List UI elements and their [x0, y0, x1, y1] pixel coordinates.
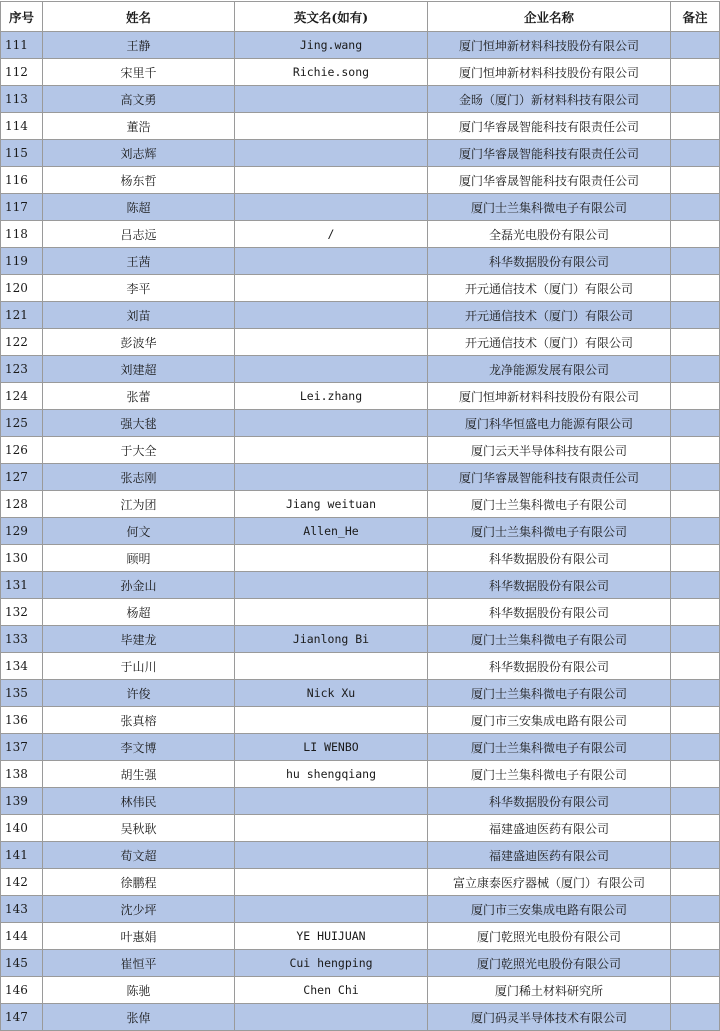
english-name-cell: LI WENBO — [235, 734, 428, 761]
note-cell — [671, 491, 720, 518]
company-cell: 科华数据股份有限公司 — [428, 599, 671, 626]
note-cell — [671, 59, 720, 86]
row-number-cell: 113 — [1, 86, 43, 113]
row-number-cell: 115 — [1, 140, 43, 167]
table-row — [1, 383, 720, 410]
company-cell: 厦门华睿晟智能科技有限责任公司 — [428, 140, 671, 167]
english-name-cell — [235, 275, 428, 302]
company-cell: 厦门华睿晟智能科技有限责任公司 — [428, 113, 671, 140]
name-cell: 李平 — [43, 275, 235, 302]
note-cell — [671, 1004, 720, 1031]
english-name-cell — [235, 896, 428, 923]
name-cell: 吕志远 — [43, 221, 235, 248]
row-number-cell: 133 — [1, 626, 43, 653]
table-row — [1, 437, 720, 464]
row-number-cell: 145 — [1, 950, 43, 977]
company-cell: 厦门恒坤新材料科技股份有限公司 — [428, 32, 671, 59]
name-cell: 宋里千 — [43, 59, 235, 86]
company-cell: 科华数据股份有限公司 — [428, 572, 671, 599]
note-cell — [671, 221, 720, 248]
company-cell: 厦门市三安集成电路有限公司 — [428, 896, 671, 923]
table-row — [1, 734, 720, 761]
name-cell: 何文 — [43, 518, 235, 545]
row-number-cell: 120 — [1, 275, 43, 302]
name-cell: 刘建超 — [43, 356, 235, 383]
english-name-cell — [235, 707, 428, 734]
company-cell: 厦门科华恒盛电力能源有限公司 — [428, 410, 671, 437]
note-cell — [671, 194, 720, 221]
company-cell: 厦门码灵半导体技术有限公司 — [428, 1004, 671, 1031]
english-name-cell: Jing.wang — [235, 32, 428, 59]
english-name-cell — [235, 869, 428, 896]
english-name-cell — [235, 653, 428, 680]
company-cell: 福建盛迪医药有限公司 — [428, 842, 671, 869]
english-name-cell: Richie.song — [235, 59, 428, 86]
note-cell — [671, 896, 720, 923]
name-cell: 崔恒平 — [43, 950, 235, 977]
name-cell: 杨东哲 — [43, 167, 235, 194]
table-row — [1, 59, 720, 86]
note-cell — [671, 950, 720, 977]
row-number-cell: 118 — [1, 221, 43, 248]
table-row — [1, 113, 720, 140]
row-number-cell: 117 — [1, 194, 43, 221]
note-cell — [671, 383, 720, 410]
table-row — [1, 788, 720, 815]
row-number-cell: 125 — [1, 410, 43, 437]
company-cell: 龙净能源发展有限公司 — [428, 356, 671, 383]
name-cell: 林伟民 — [43, 788, 235, 815]
company-cell: 厦门士兰集科微电子有限公司 — [428, 491, 671, 518]
english-name-cell — [235, 410, 428, 437]
english-name-cell — [235, 113, 428, 140]
company-cell: 厦门恒坤新材料科技股份有限公司 — [428, 383, 671, 410]
company-cell: 开元通信技术（厦门）有限公司 — [428, 329, 671, 356]
note-cell — [671, 599, 720, 626]
name-cell: 顾明 — [43, 545, 235, 572]
english-name-cell — [235, 545, 428, 572]
english-name-cell: Jiang weituan — [235, 491, 428, 518]
company-cell: 厦门稀土材料研究所 — [428, 977, 671, 1004]
note-cell — [671, 437, 720, 464]
note-cell — [671, 167, 720, 194]
row-number-cell: 140 — [1, 815, 43, 842]
row-number-cell: 124 — [1, 383, 43, 410]
name-cell: 张蕾 — [43, 383, 235, 410]
row-number-cell: 112 — [1, 59, 43, 86]
english-name-cell: Allen_He — [235, 518, 428, 545]
company-cell: 金旸（厦门）新材料科技有限公司 — [428, 86, 671, 113]
table-row — [1, 545, 720, 572]
english-name-cell — [235, 329, 428, 356]
name-cell: 刘志辉 — [43, 140, 235, 167]
name-cell: 彭波华 — [43, 329, 235, 356]
english-name-cell — [235, 167, 428, 194]
table-row — [1, 275, 720, 302]
note-cell — [671, 32, 720, 59]
english-name-cell — [235, 194, 428, 221]
name-cell: 江为团 — [43, 491, 235, 518]
english-name-cell — [235, 788, 428, 815]
table-row — [1, 950, 720, 977]
row-number-cell: 119 — [1, 248, 43, 275]
note-cell — [671, 977, 720, 1004]
table-row — [1, 329, 720, 356]
row-number-cell: 128 — [1, 491, 43, 518]
row-number-cell: 114 — [1, 113, 43, 140]
name-cell: 于山川 — [43, 653, 235, 680]
row-number-cell: 146 — [1, 977, 43, 1004]
header-company: 企业名称 — [428, 2, 671, 32]
name-cell: 徐鹏程 — [43, 869, 235, 896]
table-row — [1, 518, 720, 545]
table-row — [1, 572, 720, 599]
table-row — [1, 599, 720, 626]
table-row — [1, 464, 720, 491]
english-name-cell: Lei.zhang — [235, 383, 428, 410]
english-name-cell — [235, 1004, 428, 1031]
table-row — [1, 923, 720, 950]
note-cell — [671, 572, 720, 599]
company-cell: 富立康泰医疗器械（厦门）有限公司 — [428, 869, 671, 896]
table-row — [1, 626, 720, 653]
company-cell: 厦门士兰集科微电子有限公司 — [428, 518, 671, 545]
row-number-cell: 116 — [1, 167, 43, 194]
note-cell — [671, 248, 720, 275]
row-number-cell: 144 — [1, 923, 43, 950]
row-number-cell: 147 — [1, 1004, 43, 1031]
name-cell: 王茜 — [43, 248, 235, 275]
row-number-cell: 136 — [1, 707, 43, 734]
table-row — [1, 86, 720, 113]
company-cell: 厦门华睿晟智能科技有限责任公司 — [428, 167, 671, 194]
english-name-cell: YE HUIJUAN — [235, 923, 428, 950]
note-cell — [671, 140, 720, 167]
company-cell: 厦门士兰集科微电子有限公司 — [428, 761, 671, 788]
name-cell: 强大毬 — [43, 410, 235, 437]
note-cell — [671, 815, 720, 842]
header-row — [1, 2, 720, 32]
row-number-cell: 122 — [1, 329, 43, 356]
name-cell: 叶惠娟 — [43, 923, 235, 950]
header-name: 姓名 — [43, 2, 235, 32]
header-no: 序号 — [1, 2, 43, 32]
note-cell — [671, 410, 720, 437]
company-cell: 开元通信技术（厦门）有限公司 — [428, 275, 671, 302]
name-cell: 荀文超 — [43, 842, 235, 869]
note-cell — [671, 842, 720, 869]
row-number-cell: 123 — [1, 356, 43, 383]
english-name-cell — [235, 599, 428, 626]
name-cell: 高文勇 — [43, 86, 235, 113]
note-cell — [671, 518, 720, 545]
company-cell: 科华数据股份有限公司 — [428, 653, 671, 680]
note-cell — [671, 113, 720, 140]
name-cell: 吴秋耿 — [43, 815, 235, 842]
company-cell: 开元通信技术（厦门）有限公司 — [428, 302, 671, 329]
english-name-cell: Jianlong Bi — [235, 626, 428, 653]
name-cell: 董浩 — [43, 113, 235, 140]
table-row — [1, 707, 720, 734]
company-cell: 厦门乾照光电股份有限公司 — [428, 923, 671, 950]
table-row — [1, 221, 720, 248]
english-name-cell — [235, 356, 428, 383]
company-cell: 厦门士兰集科微电子有限公司 — [428, 626, 671, 653]
note-cell — [671, 545, 720, 572]
table-row — [1, 410, 720, 437]
row-number-cell: 121 — [1, 302, 43, 329]
name-cell: 刘苗 — [43, 302, 235, 329]
table-row — [1, 869, 720, 896]
name-cell: 李文博 — [43, 734, 235, 761]
name-cell: 毕建龙 — [43, 626, 235, 653]
company-cell: 厦门士兰集科微电子有限公司 — [428, 680, 671, 707]
row-number-cell: 139 — [1, 788, 43, 815]
english-name-cell: / — [235, 221, 428, 248]
note-cell — [671, 275, 720, 302]
company-cell: 厦门市三安集成电路有限公司 — [428, 707, 671, 734]
table-row — [1, 167, 720, 194]
name-cell: 张真榕 — [43, 707, 235, 734]
row-number-cell: 131 — [1, 572, 43, 599]
english-name-cell — [235, 302, 428, 329]
row-number-cell: 111 — [1, 32, 43, 59]
english-name-cell — [235, 464, 428, 491]
company-cell: 科华数据股份有限公司 — [428, 248, 671, 275]
english-name-cell — [235, 572, 428, 599]
note-cell — [671, 329, 720, 356]
company-cell: 厦门乾照光电股份有限公司 — [428, 950, 671, 977]
name-cell: 张倬 — [43, 1004, 235, 1031]
name-cell: 沈少坪 — [43, 896, 235, 923]
name-cell: 王静 — [43, 32, 235, 59]
table-body — [1, 32, 720, 1031]
company-cell: 科华数据股份有限公司 — [428, 545, 671, 572]
company-cell: 厦门华睿晟智能科技有限责任公司 — [428, 464, 671, 491]
note-cell — [671, 356, 720, 383]
english-name-cell — [235, 437, 428, 464]
header-english-name: 英文名(如有) — [235, 2, 428, 32]
note-cell — [671, 680, 720, 707]
note-cell — [671, 302, 720, 329]
english-name-cell: Nick Xu — [235, 680, 428, 707]
note-cell — [671, 707, 720, 734]
english-name-cell — [235, 248, 428, 275]
english-name-cell: Cui hengping — [235, 950, 428, 977]
company-cell: 福建盛迪医药有限公司 — [428, 815, 671, 842]
company-cell: 厦门云天半导体科技有限公司 — [428, 437, 671, 464]
row-number-cell: 129 — [1, 518, 43, 545]
company-cell: 厦门士兰集科微电子有限公司 — [428, 734, 671, 761]
note-cell — [671, 923, 720, 950]
name-cell: 于大全 — [43, 437, 235, 464]
name-cell: 陈超 — [43, 194, 235, 221]
table-row — [1, 140, 720, 167]
row-number-cell: 126 — [1, 437, 43, 464]
name-cell: 许俊 — [43, 680, 235, 707]
table-row — [1, 302, 720, 329]
english-name-cell: Chen Chi — [235, 977, 428, 1004]
company-cell: 厦门恒坤新材料科技股份有限公司 — [428, 59, 671, 86]
row-number-cell: 127 — [1, 464, 43, 491]
note-cell — [671, 86, 720, 113]
note-cell — [671, 734, 720, 761]
table-row — [1, 842, 720, 869]
roster-table — [0, 1, 720, 1031]
row-number-cell: 138 — [1, 761, 43, 788]
header-note: 备注 — [671, 2, 720, 32]
row-number-cell: 143 — [1, 896, 43, 923]
row-number-cell: 134 — [1, 653, 43, 680]
row-number-cell: 142 — [1, 869, 43, 896]
note-cell — [671, 626, 720, 653]
name-cell: 孙金山 — [43, 572, 235, 599]
note-cell — [671, 788, 720, 815]
table-row — [1, 356, 720, 383]
table-row — [1, 248, 720, 275]
table-row — [1, 491, 720, 518]
note-cell — [671, 653, 720, 680]
table-row — [1, 761, 720, 788]
table-row — [1, 680, 720, 707]
english-name-cell — [235, 86, 428, 113]
name-cell: 杨超 — [43, 599, 235, 626]
english-name-cell — [235, 140, 428, 167]
table-row — [1, 194, 720, 221]
row-number-cell: 132 — [1, 599, 43, 626]
row-number-cell: 137 — [1, 734, 43, 761]
company-cell: 科华数据股份有限公司 — [428, 788, 671, 815]
note-cell — [671, 869, 720, 896]
note-cell — [671, 761, 720, 788]
table-row — [1, 653, 720, 680]
row-number-cell: 141 — [1, 842, 43, 869]
name-cell: 胡生强 — [43, 761, 235, 788]
table-row — [1, 896, 720, 923]
name-cell: 陈驰 — [43, 977, 235, 1004]
english-name-cell — [235, 815, 428, 842]
company-cell: 全磊光电股份有限公司 — [428, 221, 671, 248]
table-row — [1, 1004, 720, 1031]
company-cell: 厦门士兰集科微电子有限公司 — [428, 194, 671, 221]
row-number-cell: 130 — [1, 545, 43, 572]
note-cell — [671, 464, 720, 491]
row-number-cell: 135 — [1, 680, 43, 707]
english-name-cell: hu shengqiang — [235, 761, 428, 788]
table-row — [1, 32, 720, 59]
table-row — [1, 977, 720, 1004]
name-cell: 张志刚 — [43, 464, 235, 491]
table-row — [1, 815, 720, 842]
english-name-cell — [235, 842, 428, 869]
